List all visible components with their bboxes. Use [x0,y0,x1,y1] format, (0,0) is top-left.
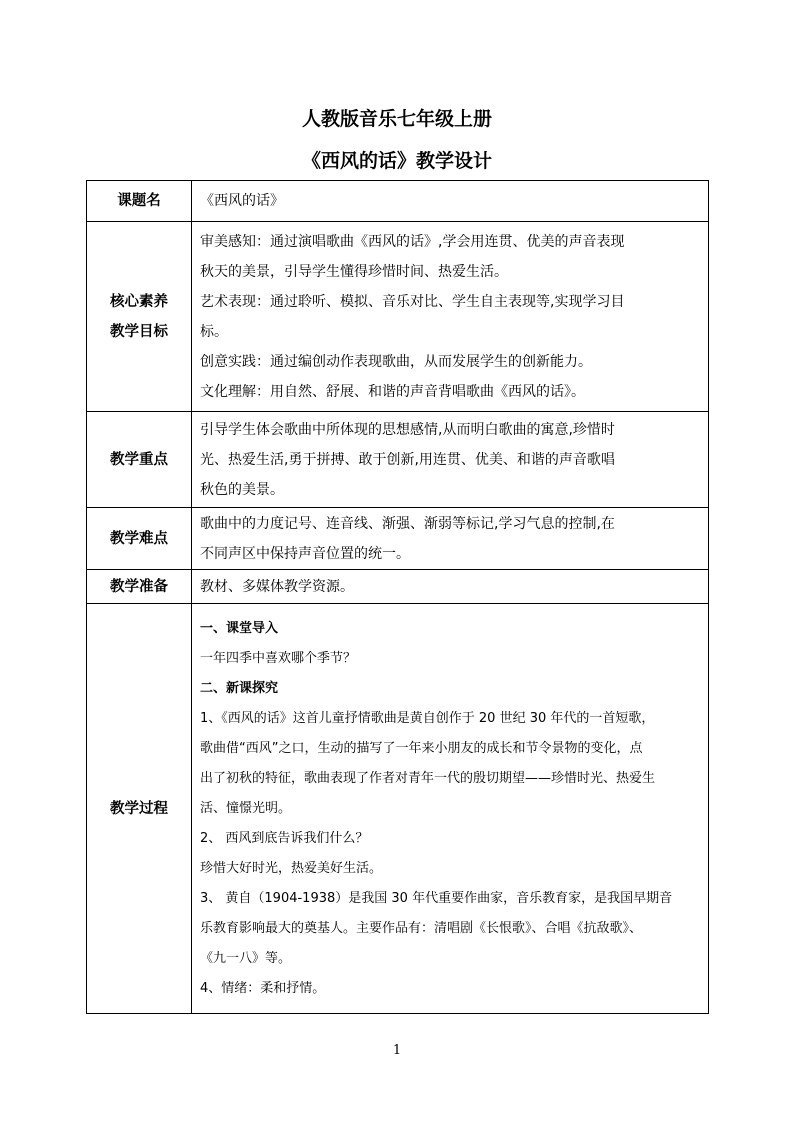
document-title: 人教版音乐七年级上册 [301,108,492,130]
process-line: 歌曲借“西风”之口，生动的描写了一年来小朋友的成长和节令景物的变化，点 [200,740,643,756]
process-line: 乐教育影响最大的奠基人。主要作品有：清唱剧《长恨歌》、合唱《抗敌歌》、 [200,920,643,936]
value-key-points [192,412,709,508]
process-line: 一年四季中喜欢哪个季节？ [200,650,357,666]
document-subtitle: 《西风的话》教学设计 [301,150,492,172]
value-topic: 《西风的话》 [192,181,709,222]
table-row-difficulties [87,508,709,570]
process-heading: 二、新课探究 [200,680,279,696]
label-process: 教学过程 [87,604,192,1014]
goals-line: 标。 [200,323,228,340]
label-goals-line1: 核心素养 [110,293,168,310]
process-line: 3、 黄自（1904-1938）是我国 30 年代重要作曲家，音乐教育家，是我国早期音 [200,890,673,906]
key-points-line: 引导学生体会歌曲中所体现的思想感情,从而明白歌曲的寓意,珍惜时 [200,421,615,438]
goals-line: 创意实践：通过编创动作表现歌曲，从而发展学生的创新能力。 [200,353,592,370]
process-line: 出了初秋的特征，歌曲表现了作者对青年一代的殷切期望——珍惜时光、热爱生 [200,770,656,786]
process-line: 2、 西风到底告诉我们什么？ [200,830,369,846]
goals-line: 秋天的美景，引导学生懂得珍惜时间、热爱生活。 [200,263,508,280]
page-number: 1 [392,1043,402,1058]
goals-line: 审美感知：通过演唱歌曲《西风的话》,学会用连贯、优美的声音表现 [200,233,625,250]
process-line: 活、憧憬光明。 [200,800,292,816]
table-row-key-points [87,412,709,508]
value-preparation: 教材、多媒体教学资源。 [192,570,709,604]
label-topic: 课题名 [87,181,192,222]
process-line: 4、情绪：柔和抒情。 [200,980,326,996]
table-row-topic [87,181,709,222]
process-heading: 一、课堂导入 [200,620,279,636]
label-difficulties: 教学难点 [87,508,192,570]
table-row-preparation [87,570,709,604]
process-line: 1、《西风的话》这首儿童抒情歌曲是黄自创作于 20 世纪 30 年代的一首短歌， [200,710,655,726]
process-line: 珍惜大好时光，热爱美好生活。 [200,860,383,876]
value-difficulties [192,508,709,570]
key-points-line: 光、热爱生活,勇于拼搏、敢于创新,用连贯、优美、和谐的声音歌唱 [200,451,615,468]
label-goals [87,222,192,412]
table-row-goals [87,222,709,412]
key-points-line: 秋色的美景。 [200,481,284,498]
label-goals-line2: 教学目标 [110,323,168,340]
goals-line: 艺术表现：通过聆听、模拟、音乐对比、学生自主表现等,实现学习目 [200,293,625,310]
value-process [192,604,709,1014]
difficulties-line: 不同声区中保持声音位置的统一。 [200,545,410,562]
lesson-plan-table [86,180,709,1014]
difficulties-line: 歌曲中的力度记号、连音线、渐强、渐弱等标记,学习气息的控制,在 [200,515,615,532]
label-preparation: 教学准备 [87,570,192,604]
label-key-points: 教学重点 [87,412,192,508]
value-goals [192,222,709,412]
table-row-process [87,604,709,1014]
goals-line: 文化理解：用自然、舒展、和谐的声音背唱歌曲《西风的话》。 [200,383,585,400]
process-line: 《九一八》等。 [200,950,292,966]
